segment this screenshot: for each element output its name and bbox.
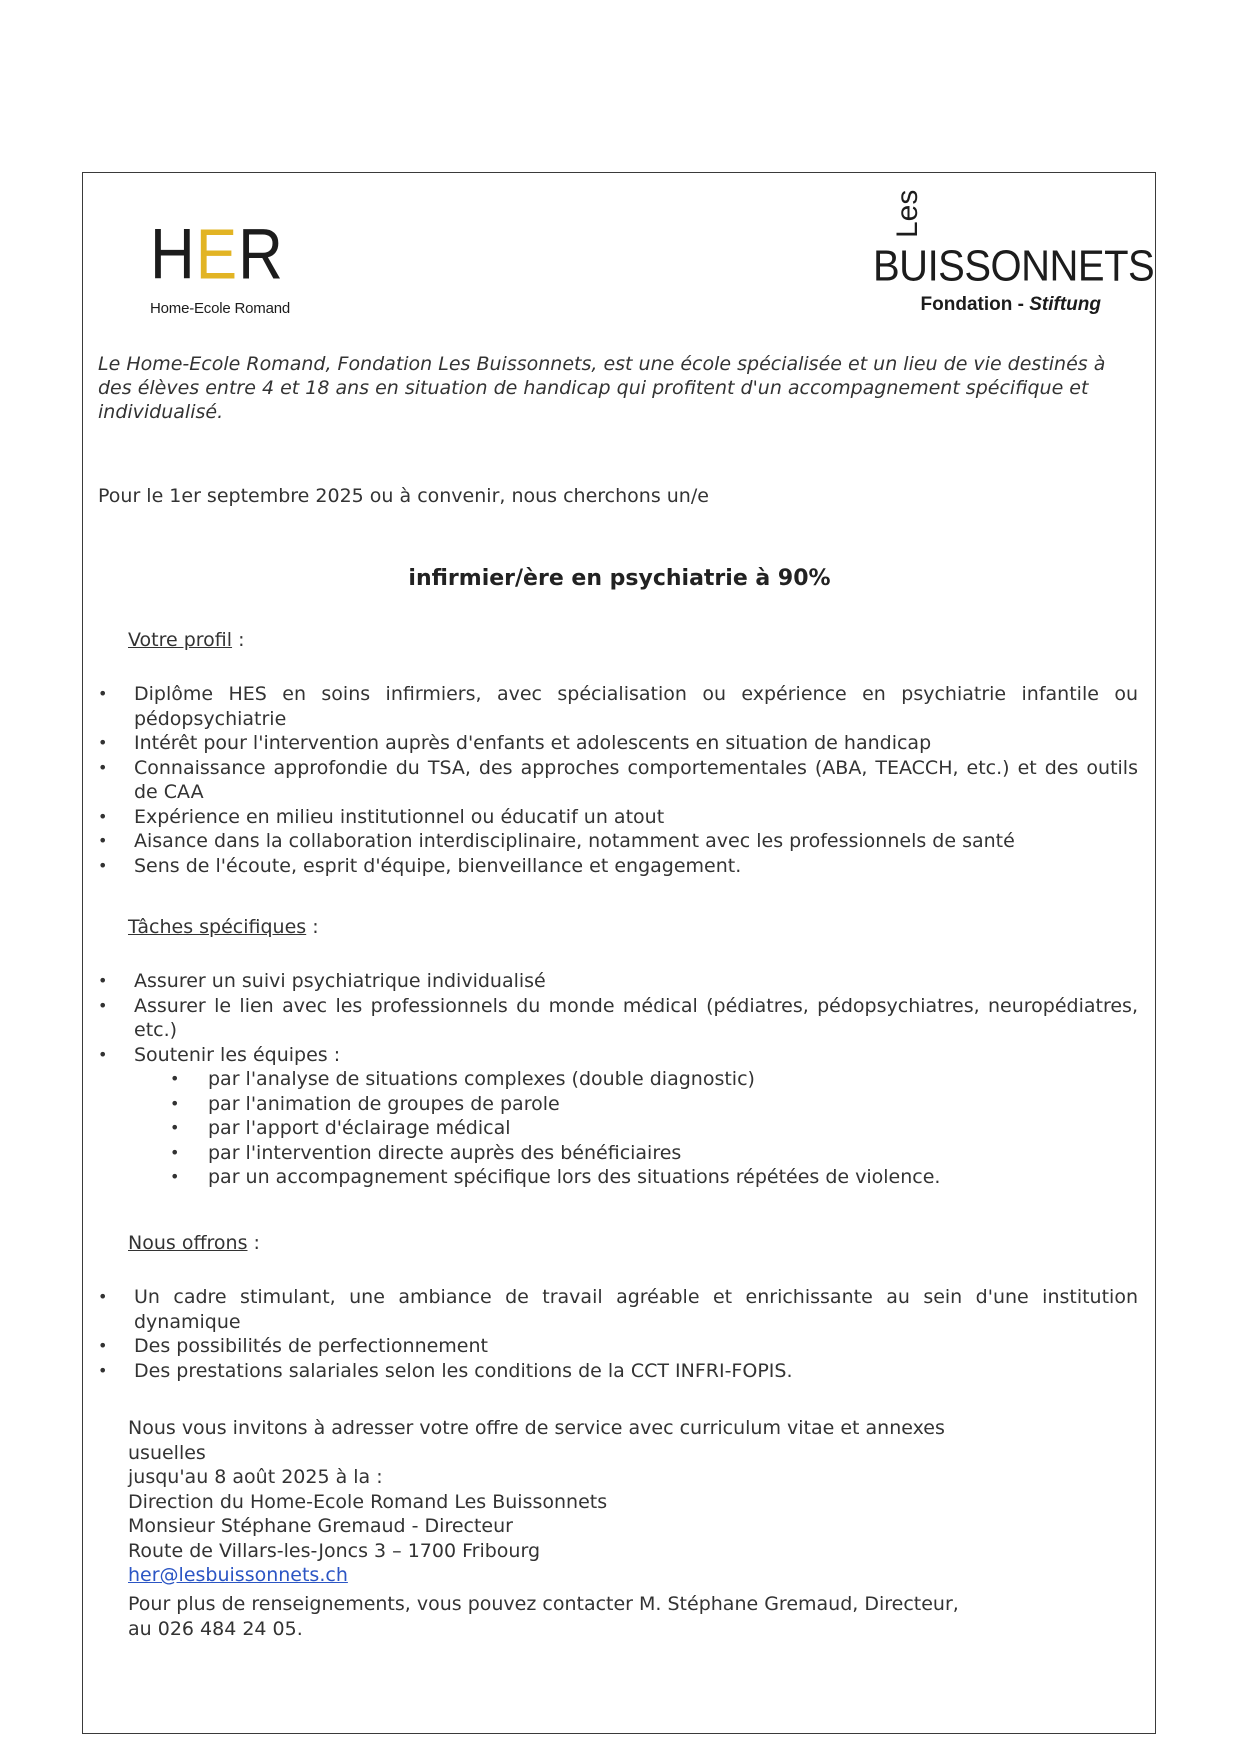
buissonnets-logo-les: Les bbox=[891, 189, 924, 238]
her-logo-subtitle: Home-Ecole Romand bbox=[150, 300, 290, 317]
info-line: au 026 484 24 05. bbox=[128, 1617, 303, 1640]
profile-list bbox=[98, 682, 1138, 878]
buissonnets-logo-subtitle: Fondation - Stiftung bbox=[920, 294, 1101, 315]
list-item: • Sens de l'écoute, esprit d'équipe, bienveillance et engagement. bbox=[98, 854, 1138, 879]
list-subitem: • par un accompagnement spécifique lors des situations répétées de violence. bbox=[98, 1165, 1138, 1190]
list-item: • Expérience en milieu institutionnel ou éducatif un atout bbox=[98, 805, 1138, 830]
tasks-heading: Tâches spécifiques : bbox=[128, 916, 319, 938]
list-item: • Intérêt pour l'intervention auprès d'enfants et adolescents en situation de handicap bbox=[98, 731, 1138, 756]
her-logo-wordmark: HER bbox=[150, 215, 284, 295]
email-link[interactable]: her@lesbuissonnets.ch bbox=[128, 1564, 348, 1586]
application-line: jusqu'au 8 août 2025 à la : bbox=[128, 1466, 383, 1488]
her-logo bbox=[150, 215, 290, 317]
intro-paragraph: Le Home-Ecole Romand, Fondation Les Buissonnets, est une école spécialisée et un lieu de vie destinés à des élèves entre 4 et 18 ans en situation de handicap qui profitent d'un accompagnement spécifique et individualisé. bbox=[98, 353, 1106, 423]
application-line: Monsieur Stéphane Gremaud - Directeur bbox=[128, 1515, 513, 1537]
list-item: • Soutenir les équipes : bbox=[98, 1043, 1138, 1068]
offer-heading: Nous offrons : bbox=[128, 1232, 260, 1254]
list-subitem: • par l'apport d'éclairage médical bbox=[98, 1116, 1138, 1141]
buissonnets-logo-name: BUISSONNETS bbox=[873, 242, 1155, 291]
lead-sentence: Pour le 1er septembre 2025 ou à convenir, nous cherchons un/e bbox=[98, 485, 709, 507]
info-block bbox=[128, 1592, 1028, 1641]
list-subitem: • par l'intervention directe auprès des bénéficiaires bbox=[98, 1141, 1138, 1166]
job-title: infirmier/ère en psychiatrie à 90% bbox=[408, 566, 831, 591]
list-item: • Des possibilités de perfectionnement bbox=[98, 1334, 1138, 1359]
list-item: • Aisance dans la collaboration interdisciplinaire, notamment avec les professionnels de santé bbox=[98, 829, 1138, 854]
list-item: • Des prestations salariales selon les conditions de la CCT INFRI-FOPIS. bbox=[98, 1359, 1138, 1384]
list-item: • Assurer un suivi psychiatrique individualisé bbox=[98, 969, 1138, 994]
application-line: Direction du Home-Ecole Romand Les Buissonnets bbox=[128, 1490, 608, 1513]
application-block bbox=[128, 1416, 1028, 1588]
list-item: • Assurer le lien avec les professionnels du monde médical (pédiatres, pédopsychiatres, neuropédiatres, etc.) bbox=[98, 994, 1138, 1043]
profile-heading: Votre profil : bbox=[128, 629, 245, 651]
list-item: • Diplôme HES en soins infirmiers, avec spécialisation ou expérience en psychiatrie infantile ou pédopsychiatrie bbox=[98, 682, 1138, 731]
list-item: • Un cadre stimulant, une ambiance de travail agréable et enrichissante au sein d'une institution dynamique bbox=[98, 1285, 1138, 1334]
tasks-list bbox=[98, 969, 1138, 1190]
list-subitem: • par l'animation de groupes de parole bbox=[98, 1092, 1138, 1117]
buissonnets-logo bbox=[829, 186, 1155, 316]
info-line: Pour plus de renseignements, vous pouvez contacter M. Stéphane Gremaud, Directeur, bbox=[128, 1593, 959, 1615]
list-item: • Connaissance approfondie du TSA, des approches comportementales (ABA, TEACCH, etc.) et des outils de CAA bbox=[98, 756, 1138, 805]
offer-list bbox=[98, 1285, 1138, 1383]
application-line: Route de Villars-les-Joncs 3 – 1700 Fribourg bbox=[128, 1539, 541, 1562]
list-subitem: • par l'analyse de situations complexes (double diagnostic) bbox=[98, 1067, 1138, 1092]
application-line: Nous vous invitons à adresser votre offre de service avec curriculum vitae et annexes usuelles bbox=[128, 1417, 945, 1464]
